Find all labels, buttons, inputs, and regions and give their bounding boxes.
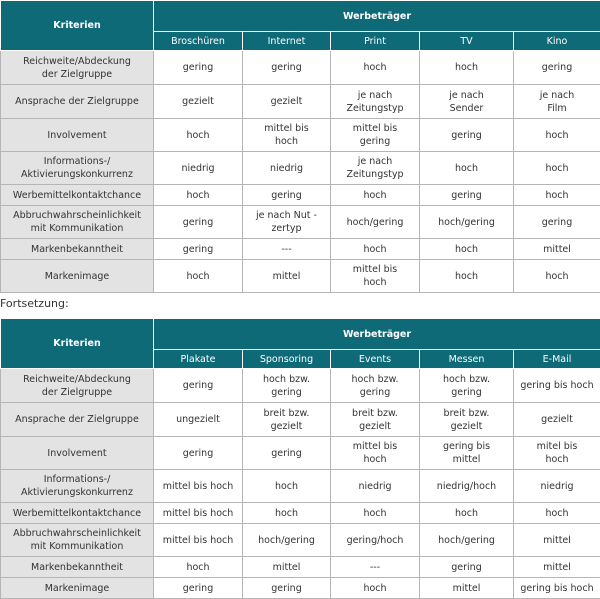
value-cell <box>154 578 243 599</box>
value-label: gering <box>183 244 213 255</box>
value-cell <box>420 152 514 185</box>
criterion-cell <box>1 578 154 599</box>
value-label: hoch bzw. gering <box>263 374 310 398</box>
column-header: Kino <box>514 32 600 51</box>
value-cell <box>514 437 600 470</box>
continuation-label: Fortsetzung: <box>0 297 69 310</box>
value-cell <box>331 437 420 470</box>
criterion-label: Ansprache der Zielgruppe <box>15 414 139 425</box>
table-row <box>1 185 600 206</box>
criterion-label: Informations-/ Aktivierungskonkurrenz <box>21 156 133 180</box>
value-cell <box>420 437 514 470</box>
value-cell <box>154 260 243 293</box>
value-label: hoch bzw. gering <box>443 374 490 398</box>
column-header: Messen <box>420 350 514 369</box>
value-label: mittel bis hoch <box>163 481 234 492</box>
value-cell <box>243 578 331 599</box>
value-cell <box>420 503 514 524</box>
value-cell <box>331 51 420 85</box>
value-cell <box>154 119 243 152</box>
value-cell <box>420 119 514 152</box>
value-label: gezielt <box>271 96 303 107</box>
value-label: mittel <box>543 535 571 546</box>
value-label: mittel <box>273 271 301 282</box>
value-cell <box>420 369 514 403</box>
criterion-cell <box>1 403 154 437</box>
value-cell <box>514 260 600 293</box>
value-label: hoch/gering <box>438 217 495 228</box>
value-cell <box>420 185 514 206</box>
media-header: Werbeträger <box>154 1 600 32</box>
criterion-cell <box>1 369 154 403</box>
value-cell <box>331 470 420 503</box>
criterion-cell <box>1 437 154 470</box>
value-cell <box>514 503 600 524</box>
value-label: je nach Sender <box>449 90 484 114</box>
value-label: gezielt <box>182 96 214 107</box>
table-row <box>1 437 600 470</box>
value-cell <box>514 578 600 599</box>
column-header: Plakate <box>154 350 243 369</box>
value-cell <box>243 85 331 119</box>
value-label: je nach Nut - zertyp <box>256 210 317 234</box>
value-label: hoch <box>363 508 386 519</box>
value-cell <box>154 437 243 470</box>
value-cell <box>243 369 331 403</box>
value-label: niedrig <box>358 481 391 492</box>
column-header: TV <box>420 32 514 51</box>
criterion-cell <box>1 185 154 206</box>
value-cell <box>514 206 600 239</box>
value-label: mittel <box>273 562 301 573</box>
table-row <box>1 403 600 437</box>
criterion-cell <box>1 470 154 503</box>
value-cell <box>331 260 420 293</box>
value-cell <box>420 85 514 119</box>
value-cell <box>154 524 243 557</box>
value-label: hoch/gering <box>258 535 315 546</box>
criterion-cell <box>1 206 154 239</box>
value-cell <box>154 51 243 85</box>
value-label: hoch <box>545 190 568 201</box>
criterion-label: Involvement <box>47 130 106 141</box>
value-cell <box>154 503 243 524</box>
criterion-cell <box>1 119 154 152</box>
value-cell <box>514 524 600 557</box>
value-cell <box>514 51 600 85</box>
value-cell <box>243 437 331 470</box>
value-label: hoch <box>455 508 478 519</box>
media-header: Werbeträger <box>154 319 600 350</box>
value-label: mittel bis hoch <box>353 441 397 465</box>
criterion-cell <box>1 524 154 557</box>
criterion-cell <box>1 239 154 260</box>
criterion-label: Ansprache der Zielgruppe <box>15 96 139 107</box>
criterion-label: Werbemittelkontaktchance <box>13 190 141 201</box>
criterion-label: Markenbekanntheit <box>31 244 123 255</box>
value-label: hoch <box>455 244 478 255</box>
value-cell <box>243 470 331 503</box>
table-row <box>1 119 600 152</box>
value-label: niedrig <box>181 163 214 174</box>
table-row <box>1 152 600 185</box>
criterion-label: Markenimage <box>45 583 110 594</box>
value-label: gering bis hoch <box>520 583 593 594</box>
table-row <box>1 578 600 599</box>
criterion-cell <box>1 152 154 185</box>
value-label: gering <box>271 190 301 201</box>
value-cell <box>331 369 420 403</box>
value-label: mittel bis hoch <box>353 264 397 288</box>
value-label: mittel bis hoch <box>163 508 234 519</box>
value-cell <box>243 557 331 578</box>
criterion-cell <box>1 503 154 524</box>
value-label: mitel bis hoch <box>537 441 578 465</box>
value-cell <box>514 185 600 206</box>
value-cell <box>331 85 420 119</box>
value-cell <box>243 524 331 557</box>
value-label: hoch <box>186 271 209 282</box>
value-label: breit bzw. gezielt <box>352 408 398 432</box>
value-label: hoch <box>545 271 568 282</box>
value-label: mittel bis hoch <box>163 535 234 546</box>
value-cell <box>243 206 331 239</box>
value-cell <box>420 524 514 557</box>
value-label: hoch <box>545 163 568 174</box>
value-cell <box>514 557 600 578</box>
table-row <box>1 51 600 85</box>
table-row <box>1 470 600 503</box>
value-label: mittel <box>453 583 481 594</box>
value-cell <box>331 578 420 599</box>
value-label: hoch/gering <box>347 217 404 228</box>
value-label: --- <box>281 244 291 255</box>
value-cell <box>514 369 600 403</box>
value-cell <box>243 119 331 152</box>
value-label: gering <box>542 62 572 73</box>
value-cell <box>331 557 420 578</box>
value-label: gering <box>183 583 213 594</box>
value-cell <box>154 557 243 578</box>
value-cell <box>331 503 420 524</box>
value-cell <box>420 239 514 260</box>
criterion-label: Involvement <box>47 448 106 459</box>
value-label: je nach Zeitungstyp <box>346 90 403 114</box>
value-cell <box>514 85 600 119</box>
criterion-label: Abbruchwahrscheinlichkeit mit Kommunikation <box>13 210 141 234</box>
value-label: hoch <box>363 62 386 73</box>
criterion-label: Abbruchwahrscheinlichkeit mit Kommunikation <box>13 528 141 552</box>
value-label: gering/hoch <box>347 535 404 546</box>
value-label: niedrig <box>270 163 303 174</box>
criterion-cell <box>1 85 154 119</box>
value-cell <box>154 206 243 239</box>
value-label: mittel bis gering <box>353 123 397 147</box>
criterion-label: Reichweite/Abdeckung der Zielgruppe <box>23 374 131 398</box>
value-cell <box>420 578 514 599</box>
column-header: Events <box>331 350 420 369</box>
value-label: gering <box>183 217 213 228</box>
value-label: gering <box>542 217 572 228</box>
value-label: hoch <box>275 508 298 519</box>
value-cell <box>243 185 331 206</box>
value-cell <box>243 403 331 437</box>
criterion-cell <box>1 260 154 293</box>
value-label: hoch <box>455 62 478 73</box>
value-label: niedrig/hoch <box>437 481 496 492</box>
table-row <box>1 557 600 578</box>
value-label: je nach Film <box>540 90 575 114</box>
value-cell <box>420 470 514 503</box>
media-table-1 <box>0 0 600 293</box>
table-row <box>1 85 600 119</box>
table-row <box>1 369 600 403</box>
value-label: gering bis mittel <box>443 441 490 465</box>
value-cell <box>243 51 331 85</box>
value-cell <box>420 260 514 293</box>
value-label: ungezielt <box>176 414 220 425</box>
value-cell <box>331 152 420 185</box>
value-cell <box>154 470 243 503</box>
value-label: gering <box>451 190 481 201</box>
value-label: mittel <box>543 562 571 573</box>
value-label: mittel <box>543 244 571 255</box>
table-row <box>1 260 600 293</box>
value-label: hoch <box>186 130 209 141</box>
table-row <box>1 524 600 557</box>
value-label: --- <box>370 562 380 573</box>
criterion-cell <box>1 557 154 578</box>
value-label: mittel bis hoch <box>264 123 308 147</box>
criteria-header: Kriterien <box>1 1 154 51</box>
value-label: breit bzw. gezielt <box>264 408 310 432</box>
value-label: gering bis hoch <box>520 380 593 391</box>
value-cell <box>331 403 420 437</box>
value-label: gezielt <box>541 414 573 425</box>
value-cell <box>420 206 514 239</box>
value-cell <box>514 403 600 437</box>
value-label: hoch <box>186 190 209 201</box>
value-label: gering <box>183 380 213 391</box>
value-cell <box>243 239 331 260</box>
column-header: E-Mail <box>514 350 600 369</box>
value-cell <box>154 369 243 403</box>
value-cell <box>420 557 514 578</box>
value-cell <box>243 260 331 293</box>
media-table-2 <box>0 318 600 599</box>
value-label: hoch <box>455 163 478 174</box>
value-label: gering <box>271 62 301 73</box>
value-label: gering <box>451 562 481 573</box>
value-label: hoch bzw. gering <box>351 374 398 398</box>
value-label: je nach Zeitungstyp <box>346 156 403 180</box>
column-header: Sponsoring <box>243 350 331 369</box>
column-header: Internet <box>243 32 331 51</box>
criterion-label: Reichweite/Abdeckung der Zielgruppe <box>23 56 131 80</box>
value-cell <box>154 185 243 206</box>
value-label: gering <box>183 62 213 73</box>
value-cell <box>331 119 420 152</box>
value-label: hoch <box>545 130 568 141</box>
value-cell <box>514 119 600 152</box>
value-label: hoch <box>275 481 298 492</box>
column-header: Print <box>331 32 420 51</box>
value-cell <box>331 524 420 557</box>
criterion-label: Markenbekanntheit <box>31 562 123 573</box>
value-label: breit bzw. gezielt <box>444 408 490 432</box>
table-row <box>1 503 600 524</box>
value-cell <box>420 51 514 85</box>
value-label: hoch <box>186 562 209 573</box>
value-cell <box>331 206 420 239</box>
value-label: hoch <box>455 271 478 282</box>
value-cell <box>331 239 420 260</box>
value-label: hoch/gering <box>438 535 495 546</box>
value-label: niedrig <box>540 481 573 492</box>
value-label: gering <box>271 448 301 459</box>
value-label: hoch <box>545 508 568 519</box>
value-cell <box>243 152 331 185</box>
value-cell <box>514 470 600 503</box>
criteria-header: Kriterien <box>1 319 154 369</box>
value-label: gering <box>451 130 481 141</box>
criterion-label: Werbemittelkontaktchance <box>13 508 141 519</box>
value-cell <box>154 239 243 260</box>
value-cell <box>243 503 331 524</box>
table-row <box>1 239 600 260</box>
value-cell <box>420 403 514 437</box>
value-label: hoch <box>363 244 386 255</box>
value-cell <box>154 152 243 185</box>
column-header: Broschüren <box>154 32 243 51</box>
criterion-label: Informations-/ Aktivierungskonkurrenz <box>21 474 133 498</box>
value-cell <box>514 239 600 260</box>
value-label: gering <box>271 583 301 594</box>
criterion-label: Markenimage <box>45 271 110 282</box>
value-cell <box>331 185 420 206</box>
value-label: gering <box>183 448 213 459</box>
value-label: hoch <box>363 190 386 201</box>
value-cell <box>514 152 600 185</box>
table-row <box>1 206 600 239</box>
criterion-cell <box>1 51 154 85</box>
value-cell <box>154 403 243 437</box>
value-label: hoch <box>363 583 386 594</box>
value-cell <box>154 85 243 119</box>
